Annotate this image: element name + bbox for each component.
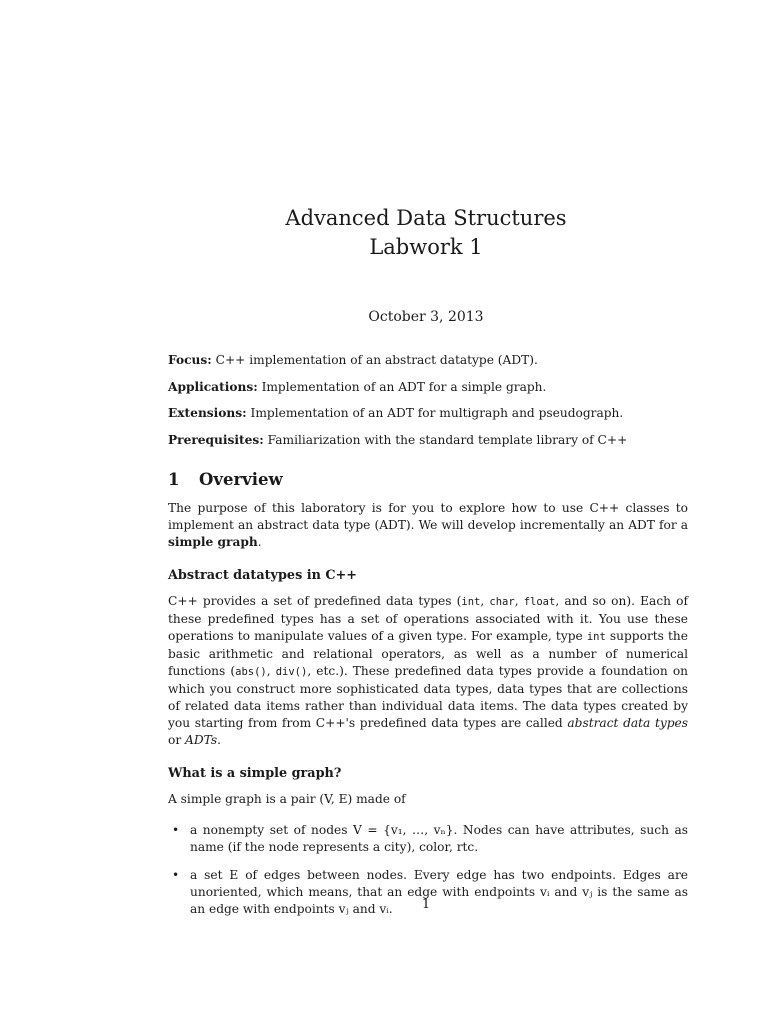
page-number: 1 bbox=[421, 897, 431, 912]
list-item-text: a set E of edges between nodes. Every edge has two endpoints. Edges are unoriented, which means, that an edge with endpoints vᵢ and vⱼ is the same as an edge with endpoints vⱼ and vᵢ. bbox=[190, 867, 688, 916]
overview-bold-term: simple graph bbox=[168, 534, 258, 549]
adt-sep: , bbox=[266, 663, 276, 678]
adt-text: , etc.). These predefined data types provide a foundation on which you construct more sophisticated data types, data types that are collections of related data items rather than individual data items. The data types created by you starting from from C++'s predefined data types are called bbox=[168, 663, 689, 730]
meta-label: Focus: bbox=[168, 353, 212, 367]
code-abs: abs() bbox=[235, 665, 267, 678]
meta-label: Extensions: bbox=[168, 406, 247, 420]
document-title bbox=[0, 204, 768, 262]
adt-text: , and so on). Each of these predefined types has a set of operations associated with it. You use these operations to manipulate values of a given type. For example, type bbox=[168, 593, 688, 643]
title-line-2: Labwork 1 bbox=[369, 235, 483, 259]
adt-text: supports the basic arithmetic and relational operators, as well as a number of numerical functions ( bbox=[168, 628, 688, 678]
overview-paragraph bbox=[168, 500, 688, 551]
list-item-text: a nonempty set of nodes V = {v₁, …, vₙ}. Nodes can have attributes, such as name (if the node represents a city), color, rtc. bbox=[190, 822, 688, 854]
code-int: int bbox=[461, 595, 481, 608]
adt-text: or bbox=[168, 732, 186, 747]
graph-intro: A simple graph is a pair (V, E) made of bbox=[168, 791, 406, 806]
bullet-icon: • bbox=[172, 867, 180, 882]
document-body bbox=[168, 352, 688, 929]
subsection-heading-adt: Abstract datatypes in C++ bbox=[168, 567, 357, 583]
document-date: October 3, 2013 bbox=[368, 309, 484, 325]
section-number: 1 bbox=[168, 469, 180, 489]
em-adts: ADTs bbox=[185, 732, 218, 747]
em-abstract-data-types: abstract data types bbox=[567, 715, 689, 730]
adt-paragraph bbox=[168, 593, 688, 749]
meta-label: Prerequisites: bbox=[168, 432, 264, 447]
bullet-icon: • bbox=[172, 822, 180, 837]
meta-extensions bbox=[168, 405, 688, 422]
meta-focus bbox=[168, 352, 688, 369]
code-float: float bbox=[523, 595, 556, 608]
meta-applications bbox=[168, 379, 688, 396]
meta-text: Familiarization with the standard template library of C++ bbox=[267, 432, 628, 447]
adt-text: . bbox=[217, 732, 221, 747]
overview-text-end: . bbox=[257, 534, 262, 549]
adt-sep: , bbox=[514, 593, 524, 608]
overview-text: The purpose of this laboratory is for you to explore how to use C++ classes to implement an abstract data type (ADT). We will develop incrementally an ADT for a bbox=[168, 500, 688, 532]
subsection-heading-simple-graph: What is a simple graph? bbox=[168, 765, 342, 781]
list-item bbox=[168, 822, 688, 856]
code-div: div() bbox=[275, 665, 308, 678]
meta-text: Implementation of an ADT for multigraph and pseudograph. bbox=[250, 406, 624, 420]
section-title: Overview bbox=[199, 469, 283, 489]
adt-text: C++ provides a set of predefined data types ( bbox=[168, 593, 462, 608]
code-char: char bbox=[489, 595, 515, 608]
meta-text: Implementation of an ADT for a simple graph. bbox=[261, 379, 547, 394]
title-line-1: Advanced Data Structures bbox=[285, 206, 567, 230]
meta-text: C++ implementation of an abstract datatype (ADT). bbox=[215, 353, 538, 367]
meta-label: Applications: bbox=[168, 379, 258, 394]
section-heading-overview bbox=[168, 471, 688, 488]
meta-prerequisites bbox=[168, 432, 688, 449]
adt-sep: , bbox=[480, 593, 490, 608]
code-int: int bbox=[586, 630, 606, 643]
